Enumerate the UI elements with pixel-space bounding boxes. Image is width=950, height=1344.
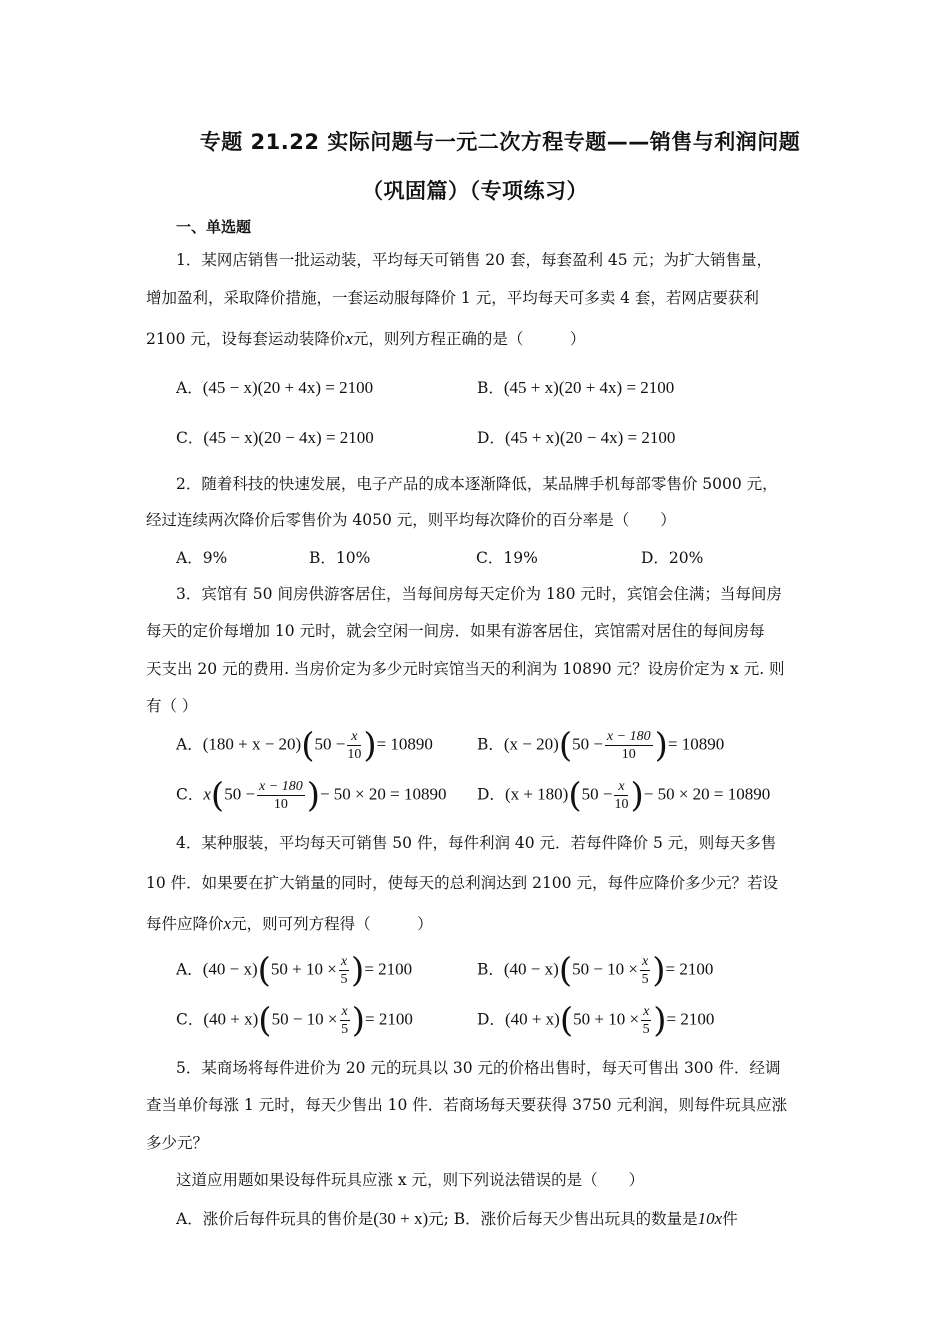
title-line-1: 专题 21.22 实际问题与一元二次方程专题——销售与利润问题 (199, 130, 801, 154)
q4-line-3: 每件应降价x元，则可列方程得（ ） (146, 914, 433, 933)
q4-line-1: 4．某种服装，平均每天可销售 50 件，每件利润 40 元．若每件降价 5 元，则每天多售 (176, 834, 777, 852)
q3-line-3: 天支出 20 元的费用. 当房价定为多少元时宾馆当天的利润为 10890 元？设房价定为 x 元. 则 (146, 660, 785, 678)
q3-option-c: C．x(50 − $\frac{x - 180}{10}$ )− 50 × 20 = 10890 (176, 775, 447, 816)
q4-option-a: A．(40 − x)(50 + 10 × $\frac{x}{5}$ )= 2100 (176, 950, 413, 991)
q3-line-2: 每天的定价每增加 10 元时，就会空闲一间房．如果有游客居住，宾馆需对居住的每间房每 (146, 622, 765, 640)
q1-option-b: B．(45 + x)(20 + 4x) = 2100 (477, 378, 675, 397)
q3-option-b: B．(x − 20)(50 − $\frac{x - 180}{10}$ )= 10890 (477, 725, 725, 766)
q2-line-1: 2．随着科技的快速发展，电子产品的成本逐渐降低，某品牌手机每部零售价 5000 元， (176, 475, 778, 493)
q2-line-2: 经过连续两次降价后零售价为 4050 元，则平均每次降价的百分率是（ ） (146, 511, 676, 529)
q4-option-b: B．(40 − x)(50 − 10 × $\frac{x}{5}$ )= 2100 (477, 950, 714, 991)
q2-option-b: B．10% (309, 549, 371, 567)
q1-line-2: 增加盈利，采取降价措施，一套运动服每降价 1 元，平均每天可多卖 4 套，若网店要获利 (146, 289, 759, 307)
q3-option-a: A．(180 + x − 20)(50 − $\frac{x}{10}$ )= 10890 (176, 725, 433, 766)
q1-option-c: C．(45 − x)(20 − 4x) = 2100 (176, 428, 374, 447)
q3-line-4: 有（ ） (146, 697, 198, 715)
title-line-2: （巩固篇）（专项练习） (362, 179, 588, 203)
q1-line-1: 1．某网店销售一批运动装，平均每天可销售 20 套，每套盈利 45 元；为扩大销售量， (176, 251, 773, 269)
q5-line-1: 5．某商场将每件进价为 20 元的玩具以 30 元的价格出售时，每天可售出 300 件．经调 (176, 1059, 781, 1077)
q5-line-3: 多少元？ (146, 1134, 209, 1152)
q4-option-c: C．(40 + x)(50 − 10 × $\frac{x}{5}$ )= 2100 (176, 1000, 413, 1041)
q3-option-d: D．(x + 180)(50 − $\frac{x}{10}$ )− 50 × 20 = 10890 (477, 775, 771, 816)
q5-options-ab: A．涨价后每件玩具的售价是(30 + x)元; B．涨价后每天少售出玩具的数量是10x件 (176, 1209, 738, 1228)
q3-line-1: 3．宾馆有 50 间房供游客居住，当每间房每天定价为 180 元时，宾馆会住满；当每间房 (176, 585, 782, 603)
q1-line-3: 2100 元，设每套运动装降价x元，则列方程正确的是（ ） (146, 329, 586, 348)
q2-option-c: C．19% (476, 549, 538, 567)
q5-line-4: 这道应用题如果设每件玩具应涨 x 元，则下列说法错误的是（ ） (176, 1171, 645, 1189)
q1-option-a: A．(45 − x)(20 + 4x) = 2100 (176, 378, 374, 397)
q4-line-2: 10 件．如果要在扩大销量的同时，使每天的总利润达到 2100 元，每件应降价多少元？若设 (146, 874, 778, 892)
q1-option-d: D．(45 + x)(20 − 4x) = 2100 (477, 428, 676, 447)
q2-option-a: A．9% (176, 549, 228, 567)
section-heading: 一、单选题 (176, 218, 252, 236)
q4-option-d: D．(40 + x)(50 + 10 × $\frac{x}{5}$ )= 2100 (477, 1000, 715, 1041)
q5-line-2: 查当单价每涨 1 元时，每天少售出 10 件．若商场每天要获得 3750 元利润，则每件玩具应涨 (146, 1096, 788, 1114)
q2-option-d: D．20% (641, 549, 704, 567)
